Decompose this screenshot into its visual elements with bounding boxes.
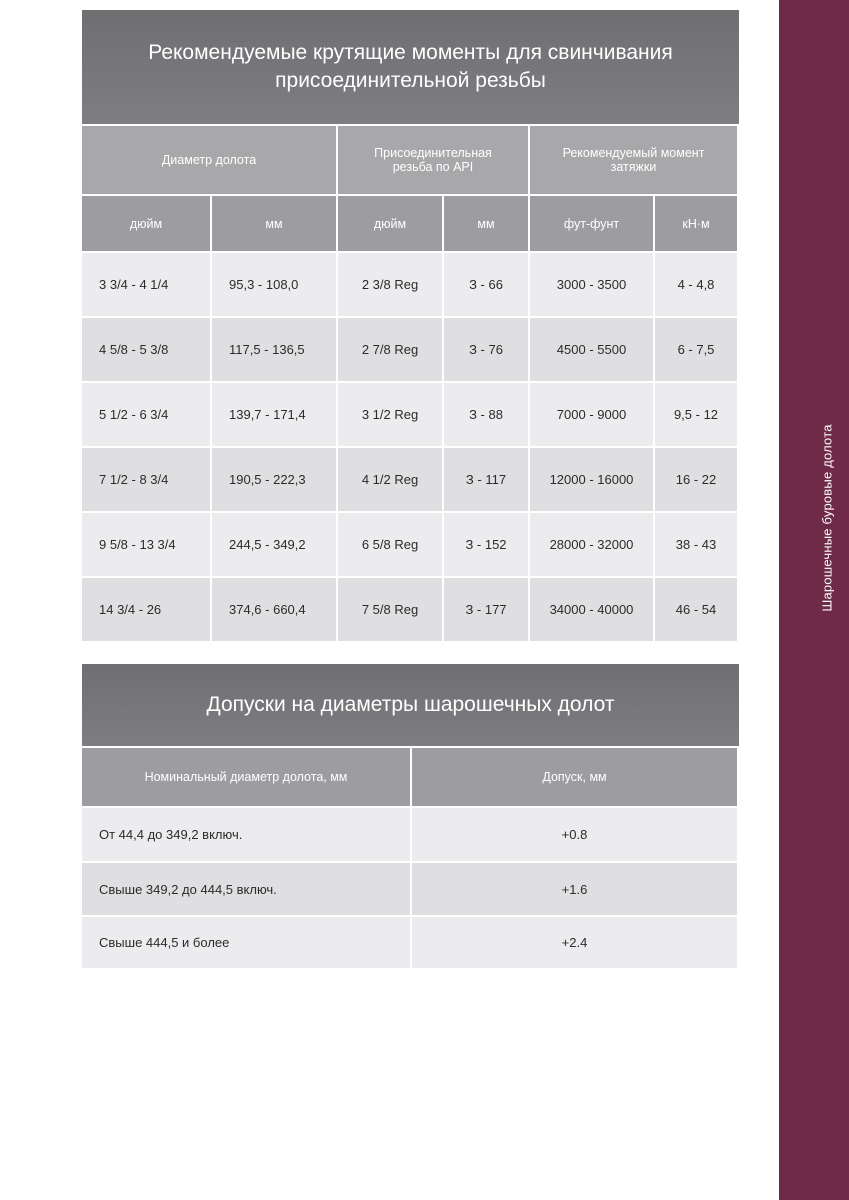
table-cell: +1.6 bbox=[412, 863, 739, 917]
column-header: Номинальный диаметр долота, мм bbox=[82, 748, 412, 808]
table-cell: 4 5/8 - 5 3/8 bbox=[82, 318, 212, 383]
table-cell: 16 - 22 bbox=[655, 448, 739, 513]
table-cell: 374,6 - 660,4 bbox=[212, 578, 338, 643]
table-cell: 34000 - 40000 bbox=[530, 578, 655, 643]
torque-grid bbox=[82, 124, 739, 644]
table-cell: 12000 - 16000 bbox=[530, 448, 655, 513]
tolerance-title: Допуски на диаметры шарошечных долот bbox=[82, 664, 739, 746]
table-cell: 4 1/2 Reg bbox=[338, 448, 444, 513]
table-cell: От 44,4 до 349,2 включ. bbox=[82, 808, 412, 863]
table-cell: 244,5 - 349,2 bbox=[212, 513, 338, 578]
table-cell: 14 3/4 - 26 bbox=[82, 578, 212, 643]
group-header: Присоединительная резьба по API bbox=[338, 126, 530, 196]
table-cell: 38 - 43 bbox=[655, 513, 739, 578]
table-cell: 117,5 - 136,5 bbox=[212, 318, 338, 383]
group-header: Диаметр долота bbox=[82, 126, 338, 196]
table-cell: 28000 - 32000 bbox=[530, 513, 655, 578]
sidebar-band bbox=[779, 0, 849, 1200]
torque-table bbox=[82, 10, 739, 644]
table-cell: З - 152 bbox=[444, 513, 530, 578]
table-cell: 7 5/8 Reg bbox=[338, 578, 444, 643]
column-header: мм bbox=[212, 196, 338, 253]
table-cell: 4500 - 5500 bbox=[530, 318, 655, 383]
table-cell: 6 5/8 Reg bbox=[338, 513, 444, 578]
column-header: Допуск, мм bbox=[412, 748, 739, 808]
table-cell: З - 76 bbox=[444, 318, 530, 383]
table-cell: 4 - 4,8 bbox=[655, 253, 739, 318]
table-cell: 95,3 - 108,0 bbox=[212, 253, 338, 318]
table-cell: 3000 - 3500 bbox=[530, 253, 655, 318]
table-cell: +2.4 bbox=[412, 917, 739, 970]
column-header: кН·м bbox=[655, 196, 739, 253]
table-cell: 46 - 54 bbox=[655, 578, 739, 643]
table-cell: 6 - 7,5 bbox=[655, 318, 739, 383]
column-header: мм bbox=[444, 196, 530, 253]
table-cell: З - 88 bbox=[444, 383, 530, 448]
table-cell: 5 1/2 - 6 3/4 bbox=[82, 383, 212, 448]
table-cell: 2 3/8 Reg bbox=[338, 253, 444, 318]
table-cell: З - 177 bbox=[444, 578, 530, 643]
table-cell: 3 3/4 - 4 1/4 bbox=[82, 253, 212, 318]
sidebar-label: Шарошечные буровые долота bbox=[819, 424, 835, 612]
group-header: Рекомендуемый момент затяжки bbox=[530, 126, 739, 196]
table-cell: 2 7/8 Reg bbox=[338, 318, 444, 383]
table-cell: 7 1/2 - 8 3/4 bbox=[82, 448, 212, 513]
table-cell: 9 5/8 - 13 3/4 bbox=[82, 513, 212, 578]
table-cell: 9,5 - 12 bbox=[655, 383, 739, 448]
table-cell: З - 66 bbox=[444, 253, 530, 318]
table-cell: 139,7 - 171,4 bbox=[212, 383, 338, 448]
column-header: дюйм bbox=[82, 196, 212, 253]
table-cell: 3 1/2 Reg bbox=[338, 383, 444, 448]
tolerance-grid bbox=[82, 746, 739, 972]
table-cell: +0.8 bbox=[412, 808, 739, 863]
table-cell: Свыше 444,5 и более bbox=[82, 917, 412, 970]
torque-title: Рекомендуемые крутящие моменты для свинчивания присоединительной резьбы bbox=[82, 10, 739, 124]
table-cell: Свыше 349,2 до 444,5 включ. bbox=[82, 863, 412, 917]
column-header: дюйм bbox=[338, 196, 444, 253]
tolerance-table bbox=[82, 664, 739, 972]
table-cell: 7000 - 9000 bbox=[530, 383, 655, 448]
column-header: фут-фунт bbox=[530, 196, 655, 253]
table-cell: 190,5 - 222,3 bbox=[212, 448, 338, 513]
table-cell: З - 117 bbox=[444, 448, 530, 513]
